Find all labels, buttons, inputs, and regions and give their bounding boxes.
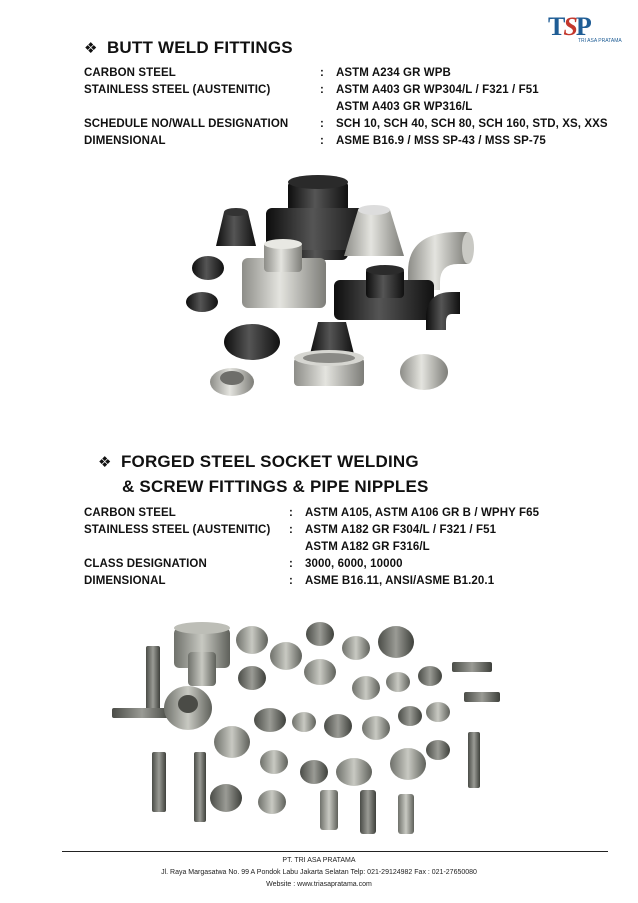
- forged-coupling-3: [210, 784, 242, 812]
- spec-label: STAINLESS STEEL (AUSTENITIC): [84, 524, 271, 536]
- silver-stub-end-large: [294, 350, 364, 386]
- footer-company: PT. TRI ASA PRATAMA: [282, 857, 356, 864]
- forged-socket: [378, 626, 414, 658]
- forged-bushing: [306, 622, 334, 646]
- forged-half-coupling: [342, 636, 370, 660]
- spec-row: [84, 573, 539, 590]
- forged-union-2: [362, 716, 390, 740]
- logo-mark: [548, 14, 614, 40]
- forged-cross: [270, 642, 302, 670]
- spec-value: ASME B16.9 / MSS SP-43 / MSS SP-75: [336, 135, 546, 147]
- forged-tee: [174, 622, 230, 686]
- spec-colon: :: [289, 575, 293, 587]
- spec-label: CARBON STEEL: [84, 507, 176, 519]
- pipe-nipple-3: [194, 752, 206, 822]
- hex-nipple-long: [112, 708, 172, 718]
- spec-row: [84, 116, 608, 133]
- section2-spec-table: [84, 505, 539, 590]
- spec-value: SCH 10, SCH 40, SCH 80, SCH 160, STD, XS, XXS: [336, 118, 608, 130]
- spec-colon: :: [320, 67, 324, 79]
- pipe-nipple-2: [152, 752, 166, 812]
- forged-union-3: [258, 790, 286, 814]
- forged-coupling-2: [352, 676, 380, 700]
- spec-colon: :: [320, 84, 324, 96]
- hex-nipple: [452, 662, 492, 672]
- forged-union: [304, 659, 336, 685]
- spec-colon: :: [289, 524, 293, 536]
- spec-colon: :: [320, 135, 324, 147]
- forged-cap: [236, 626, 268, 654]
- spec-colon: :: [320, 118, 324, 130]
- spec-row: [84, 133, 608, 150]
- black-reducer-fitting: [216, 208, 256, 246]
- section1-heading-text: BUTT WELD FITTINGS: [106, 38, 293, 57]
- spec-value: ASTM A403 GR WP304/L / F321 / F51: [336, 84, 539, 96]
- forged-coupling: [238, 666, 266, 690]
- spec-value: 3000, 6000, 10000: [305, 558, 403, 570]
- section2-heading: [98, 452, 419, 472]
- footer-divider: [62, 851, 608, 852]
- spec-value: ASME B16.11, ANSI/ASME B1.20.1: [305, 575, 495, 587]
- forged-nipple-short-3: [398, 794, 414, 834]
- forged-hex-plug: [426, 740, 450, 760]
- spec-label: [84, 539, 289, 556]
- black-cap-fitting: [224, 324, 280, 360]
- small-black-cap: [192, 256, 224, 280]
- spec-label: SCHEDULE NO/WALL DESIGNATION: [84, 118, 289, 130]
- section1-heading: [84, 38, 293, 58]
- spec-label: STAINLESS STEEL (AUSTENITIC): [84, 84, 271, 96]
- forged-street-elbow: [292, 712, 316, 732]
- logo-subtitle: TRI ASA PRATAMA: [578, 38, 622, 44]
- forged-elbow-2: [254, 708, 286, 732]
- diamond-bullet-icon: ❖: [98, 454, 112, 471]
- spec-label: CLASS DESIGNATION: [84, 558, 207, 570]
- silver-cap-fitting: [400, 354, 448, 390]
- spec-value: ASTM A403 GR WP316/L: [336, 101, 473, 113]
- spec-label: DIMENSIONAL: [84, 135, 166, 147]
- spec-row: [84, 505, 539, 522]
- forged-plug-2: [418, 666, 442, 686]
- forged-plug: [386, 672, 410, 692]
- logo-letter-t: T: [548, 12, 564, 41]
- section2-heading-line2-wrap: [122, 477, 429, 497]
- spec-value: ASTM A234 GR WPB: [336, 67, 451, 79]
- logo-letter-p: P: [575, 12, 590, 41]
- forged-boss: [324, 714, 352, 738]
- company-logo: [548, 12, 622, 50]
- spec-value: ASTM A182 GR F304/L / F321 / F51: [305, 524, 497, 536]
- forged-cap-2: [260, 750, 288, 774]
- forged-nipple-short-2: [360, 790, 376, 834]
- forged-sockolet: [390, 748, 426, 780]
- spec-colon: :: [289, 507, 293, 519]
- spec-row: [84, 82, 608, 99]
- spec-label: DIMENSIONAL: [84, 575, 166, 587]
- forged-nipple-short: [320, 790, 338, 830]
- spec-row: [84, 522, 539, 539]
- forged-bushing-2: [426, 702, 450, 722]
- spec-colon: [289, 539, 305, 556]
- spec-colon: :: [289, 558, 293, 570]
- diamond-bullet-icon: ❖: [84, 40, 98, 57]
- section2-heading-line1: FORGED STEEL SOCKET WELDING: [120, 452, 419, 471]
- spec-row: [84, 99, 608, 116]
- hex-nipple-2: [464, 692, 500, 702]
- forged-olet: [336, 758, 372, 786]
- forged-plug-3: [300, 760, 328, 784]
- footer-website: Website : www.triasapratama.com: [266, 881, 372, 888]
- logo-letter-s: S: [563, 12, 576, 41]
- silver-stub-end-fitting: [210, 368, 254, 396]
- forged-elbow: [164, 686, 212, 730]
- forged-tee-2: [214, 726, 250, 758]
- section2-heading-line2: & SCREW FITTINGS & PIPE NIPPLES: [122, 477, 429, 496]
- spec-label: [84, 99, 320, 116]
- spec-value: ASTM A105, ASTM A106 GR B / WPHY F65: [305, 507, 540, 519]
- black-reducer-small: [310, 322, 354, 354]
- spec-label: CARBON STEEL: [84, 67, 176, 79]
- swage-nipple: [468, 732, 480, 788]
- pipe-nipple: [146, 646, 160, 716]
- spec-colon: [320, 99, 336, 116]
- small-black-elbow: [186, 292, 218, 312]
- spec-value: ASTM A182 GR F316/L: [305, 541, 430, 553]
- forged-reducer-insert: [398, 706, 422, 726]
- butt-weld-fittings-photo: [168, 172, 488, 412]
- forged-fittings-photo: [108, 612, 508, 844]
- spec-row: [84, 539, 539, 556]
- section1-spec-table: [84, 65, 608, 150]
- spec-row: [84, 65, 608, 82]
- spec-row: [84, 556, 539, 573]
- footer-address: Jl. Raya Margasatwa No. 99 A Pondok Labu Jakarta Selatan Telp: 021-29124982 Fax : 021-27650080: [161, 869, 477, 876]
